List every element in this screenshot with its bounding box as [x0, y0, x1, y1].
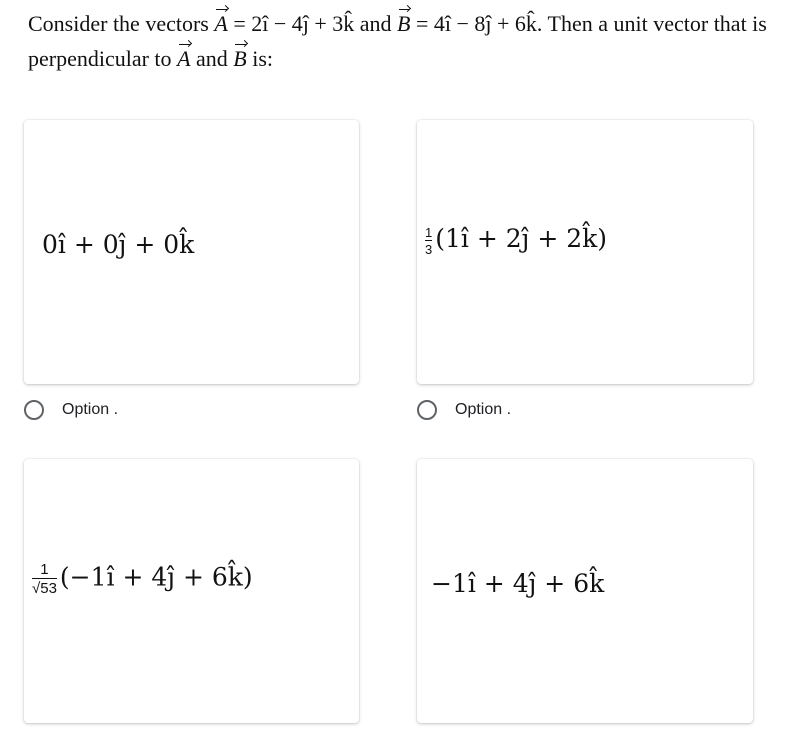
- option-1-radio[interactable]: [24, 400, 44, 420]
- option-card-3[interactable]: [24, 459, 359, 723]
- option-3-expression-wrapper: [32, 561, 253, 597]
- option-2-radio[interactable]: [417, 400, 437, 420]
- option-3-fraction-denominator: √53: [32, 580, 57, 597]
- question-part: is:: [246, 46, 274, 71]
- option-1-label[interactable]: Option .: [62, 401, 119, 418]
- question-part: and: [190, 46, 234, 71]
- option-3-expression: (−1î + 4ĵ + 6k̂): [59, 562, 253, 592]
- option-2-expression-wrapper: [425, 224, 607, 257]
- vector-b-symbol: B: [233, 41, 246, 76]
- option-2-expression: (1î + 2ĵ + 2k̂): [435, 224, 608, 253]
- option-2-label[interactable]: Option .: [455, 401, 512, 418]
- question-text: [28, 6, 768, 76]
- option-2-fraction: [425, 225, 432, 257]
- option-card-1[interactable]: [24, 120, 359, 384]
- option-3-fraction: [32, 561, 57, 597]
- vector-b-symbol: B: [397, 6, 410, 41]
- option-card-4[interactable]: [417, 459, 753, 723]
- question-part: Consider the vectors: [28, 11, 215, 36]
- option-2-fraction-denominator: 3: [425, 241, 433, 257]
- option-card-2[interactable]: [417, 120, 753, 384]
- vector-a-symbol: A: [214, 6, 227, 41]
- option-2-row[interactable]: [417, 400, 511, 420]
- option-1-expression: 0î + 0ĵ + 0k̂: [42, 230, 195, 259]
- vector-a-symbol: A: [177, 41, 190, 76]
- option-4-expression: −1î + 4ĵ + 6k̂: [431, 569, 605, 598]
- question-part: = 4î − 8ĵ + 6k̂. Then a unit vector that is perpendicular to: [28, 11, 767, 71]
- option-3-fraction-numerator: 1: [40, 561, 49, 578]
- option-2-fraction-numerator: 1: [425, 224, 433, 240]
- question-part: = 2î − 4ĵ + 3k̂ and: [227, 11, 398, 36]
- option-1-row[interactable]: [24, 400, 118, 420]
